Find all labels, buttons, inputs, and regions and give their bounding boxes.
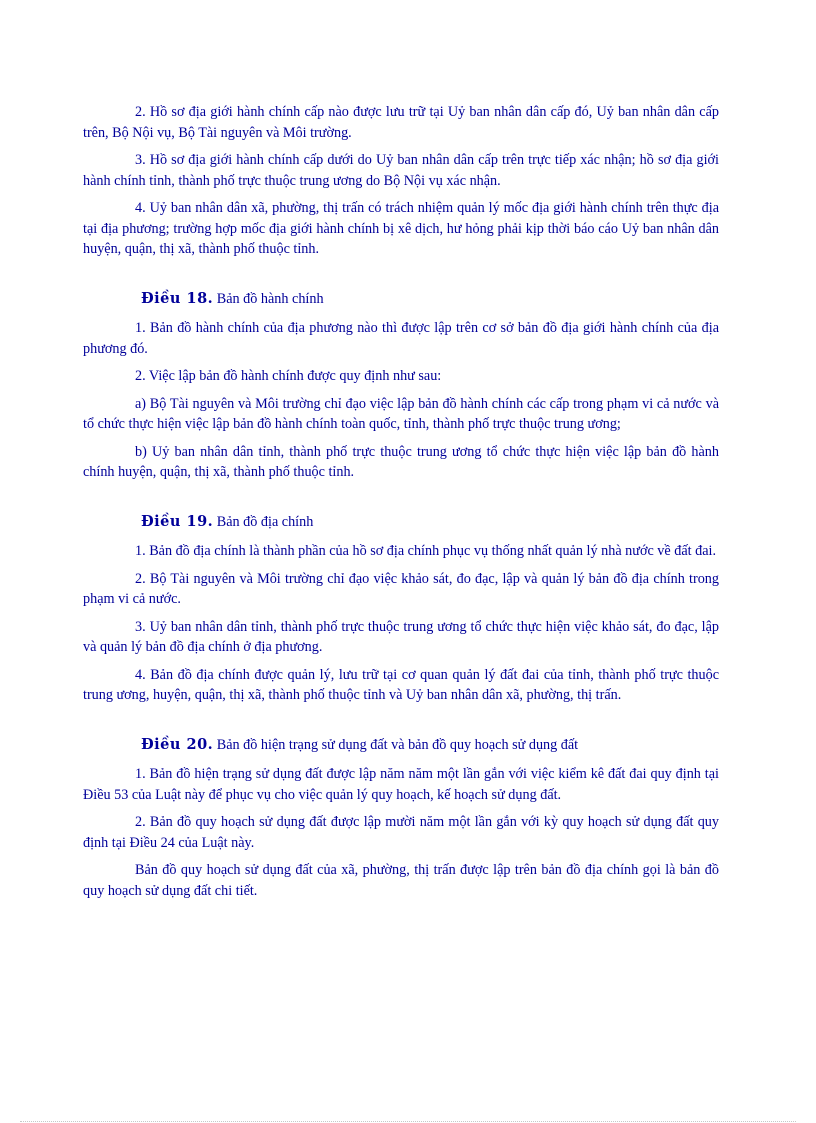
article-heading bbox=[83, 735, 719, 756]
article-heading bbox=[83, 512, 719, 533]
article-title: Bản đồ địa chính bbox=[216, 513, 314, 530]
paragraph: b) Uỷ ban nhân dân tỉnh, thành phố trực thuộc trung ương tổ chức thực hiện việc lập bản đồ hành chính huyện, quận, thị xã, thành phố thuộc tỉnh. bbox=[83, 443, 719, 480]
article-20 bbox=[83, 735, 719, 902]
article-number: Điều 20. bbox=[141, 735, 214, 753]
paragraph: 1. Bản đồ hành chính của địa phương nào thì được lập trên cơ sở bản đồ địa giới hành chính của địa phương đó. bbox=[83, 320, 719, 357]
paragraph: 1. Bản đồ địa chính là thành phần của hồ sơ địa chính phục vụ thống nhất quản lý nhà nước về đất đai. bbox=[135, 543, 716, 559]
document-page bbox=[83, 102, 719, 908]
article-title: Bản đồ hành chính bbox=[216, 290, 324, 307]
paragraph: 2. Bộ Tài nguyên và Môi trường chỉ đạo việc khảo sát, đo đạc, lập và quản lý bản đồ địa chính trong phạm vi cả nước. bbox=[83, 570, 719, 607]
paragraph: 2. Hồ sơ địa giới hành chính cấp nào được lưu trữ tại Uỷ ban nhân dân cấp đó, Uỷ ban nhân dân cấp trên, Bộ Nội vụ, Bộ Tài nguyên và Môi trường. bbox=[83, 104, 719, 141]
paragraph: 1. Bản đồ hiện trạng sử dụng đất được lập năm năm một lần gắn với việc kiểm kê đất đai quy định tại Điều 53 của Luật này để phục vụ cho việc quản lý quy hoạch, kế hoạch sử dụng đất. bbox=[83, 766, 719, 803]
paragraph: 2. Việc lập bản đồ hành chính được quy định như sau: bbox=[135, 368, 442, 384]
paragraph: 2. Bản đồ quy hoạch sử dụng đất được lập mười năm một lần gắn với kỳ quy hoạch sử dụng đất quy định tại Điều 24 của Luật này. bbox=[83, 814, 719, 851]
article-heading bbox=[83, 289, 719, 310]
paragraph: a) Bộ Tài nguyên và Môi trường chỉ đạo việc lập bản đồ hành chính các cấp trong phạm vi cả nước và tổ chức thực hiện việc lập bản đồ hành chính toàn quốc, tỉnh, thành phố trực thuộc trung ương; bbox=[83, 395, 719, 432]
article-number: Điều 19. bbox=[141, 512, 214, 530]
paragraph: 4. Uỷ ban nhân dân xã, phường, thị trấn có trách nhiệm quản lý mốc địa giới hành chính trên thực địa tại địa phương; trường hợp mốc địa giới hành chính bị xê dịch, hư hỏng phải kịp thời báo cáo Uỷ ban nhân dân huyện, quận, thị xã, thành phố thuộc tỉnh. bbox=[83, 200, 719, 257]
page-bottom-divider bbox=[20, 1121, 796, 1122]
article-number: Điều 18. bbox=[141, 289, 214, 307]
article-18 bbox=[83, 289, 719, 483]
paragraph: 3. Hồ sơ địa giới hành chính cấp dưới do Uỷ ban nhân dân cấp trên trực tiếp xác nhận; hồ sơ địa giới hành chính tỉnh, thành phố trực thuộc trung ương do Bộ Nội vụ xác nhận. bbox=[83, 152, 719, 189]
article-19 bbox=[83, 512, 719, 706]
paragraph: 4. Bản đồ địa chính được quản lý, lưu trữ tại cơ quan quản lý đất đai của tỉnh, thành phố trực thuộc trung ương, huyện, quận, thị xã, thành phố thuộc tỉnh và Uỷ ban nhân dân xã, phường, thị trấn. bbox=[83, 666, 719, 703]
paragraph: 3. Uỷ ban nhân dân tỉnh, thành phố trực thuộc trung ương tổ chức thực hiện việc khảo sát, đo đạc, lập và quản lý bản đồ địa chính ở địa phương. bbox=[83, 618, 719, 655]
paragraph: Bản đồ quy hoạch sử dụng đất của xã, phường, thị trấn được lập trên bản đồ địa chính gọi là bản đồ quy hoạch sử dụng đất chi tiết. bbox=[83, 862, 719, 899]
article-title: Bản đồ hiện trạng sử dụng đất và bản đồ quy hoạch sử dụng đất bbox=[216, 736, 579, 753]
